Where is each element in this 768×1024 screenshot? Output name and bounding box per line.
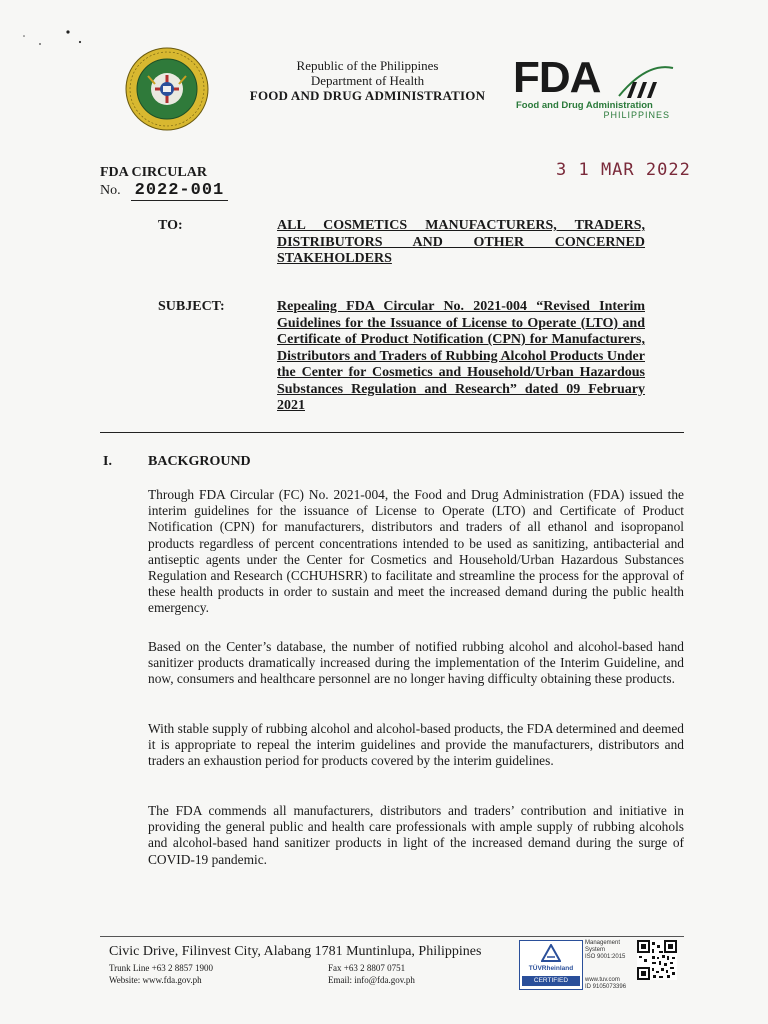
fda-swoosh-icon xyxy=(617,60,675,100)
paragraph: Through FDA Circular (FC) No. 2021-004, the Food and Drug Administration (FDA) issued the interim guidelines for the issuance of License to Operate (LTO) and Certificate of Product Notification (CPN) for manufacturers, distributors and traders of all ethanol and isopropanol products regardless of percent concentrations intended to be used as sanitizing, antibacterial and antiseptic agents under the Center for Cosmetics and Household/Urban Hazardous Substances Regulation and Research (CCHUHSRR) to facilitate and streamline the process for the approval of these health products in order to sustain and meet the increased demand during the public health emergency. xyxy=(148,487,684,616)
letterhead xyxy=(230,58,505,103)
circular-number: 2022-001 xyxy=(131,181,229,201)
footer-trunk-line: Trunk Line +63 2 8857 1900 xyxy=(109,963,213,973)
qr-code-icon xyxy=(637,940,677,980)
scan-mark-icon xyxy=(20,26,90,50)
section-title: BACKGROUND xyxy=(148,454,251,469)
tuv-caption xyxy=(585,940,633,991)
letterhead-country: Republic of the Philippines xyxy=(296,58,439,73)
fda-logo-country: PHILIPPINES xyxy=(603,110,670,120)
header-divider xyxy=(100,432,684,433)
to-recipients: ALL COSMETICS MANUFACTURERS, TRADERS, DISTRIBUTORS AND OTHER CONCERNED STAKEHOLDERS xyxy=(277,218,645,266)
subject-text: Repealing FDA Circular No. 2021-004 “Revised Interim Guidelines for the Issuance of License to Operate (LTO) and Certificate of Product Notification (CPN) for Manufacturers, Distributors and Traders of Rubbing Alcohol Products Under the Center for Cosmetics and Household/Urban Hazardous Substances Regulation and Research” dated 09 February 2021 xyxy=(277,299,645,413)
footer-fax: Fax +63 2 8807 0751 xyxy=(328,963,406,973)
tuv-caption-system: Management System xyxy=(585,940,621,953)
tuv-certification-badge xyxy=(519,940,583,990)
letterhead-department: Department of Health xyxy=(310,73,425,88)
tuv-triangle-icon xyxy=(541,944,561,962)
fda-logo xyxy=(513,53,678,120)
section-number: I. xyxy=(103,454,112,469)
tuv-certified-label: CERTIFIED xyxy=(522,976,580,986)
letterhead-agency: FOOD AND DRUG ADMINISTRATION xyxy=(249,88,486,103)
tuv-brand: TÜVRheinland xyxy=(528,965,574,972)
tuv-caption-id: ID 9105073396 xyxy=(585,984,627,990)
doh-seal-icon xyxy=(124,46,210,132)
footer-email: Email: info@fda.gov.ph xyxy=(328,975,415,985)
circular-number-line xyxy=(100,181,228,201)
footer-address: Civic Drive, Filinvest City, Alabang 1781 Muntinlupa, Philippines xyxy=(109,944,482,959)
footer-divider xyxy=(100,936,684,937)
paragraph: With stable supply of rubbing alcohol and alcohol-based products, the FDA determined and deemed it is appropriate to repeal the interim guidelines and provide the manufacturers, distributors and traders an exhaustion period for products covered by the interim guidelines. xyxy=(148,721,684,769)
to-label: TO: xyxy=(158,218,183,233)
paragraph: The FDA commends all manufacturers, distributors and traders’ contribution and initiative in providing the general public and health care professionals with ample supply of rubbing alcohols and alcohol-based hand sanitizer products in light of the increased demand during the surge of COVID-19 pandemic. xyxy=(148,803,684,867)
paragraph: Based on the Center’s database, the number of notified rubbing alcohol and alcohol-based hand sanitizer products dramatically increased during the implementation of the Interim Guideline, and now, consumers and healthcare personnel are no longer having difficulty obtaining these products. xyxy=(148,639,684,687)
footer-website: Website: www.fda.gov.ph xyxy=(109,975,202,985)
circular-label: FDA CIRCULAR xyxy=(100,165,207,180)
fda-logo-subtitle: Food and Drug Administration xyxy=(516,100,653,111)
fda-logo-mark: FDA xyxy=(513,53,601,102)
tuv-caption-url: www.tuv.com xyxy=(585,977,620,983)
subject-label: SUBJECT: xyxy=(158,299,225,314)
date-stamp: 3 1 MAR 2022 xyxy=(556,160,691,180)
tuv-caption-iso: ISO 9001:2015 xyxy=(585,954,626,960)
circular-no-label: No. xyxy=(100,183,121,198)
